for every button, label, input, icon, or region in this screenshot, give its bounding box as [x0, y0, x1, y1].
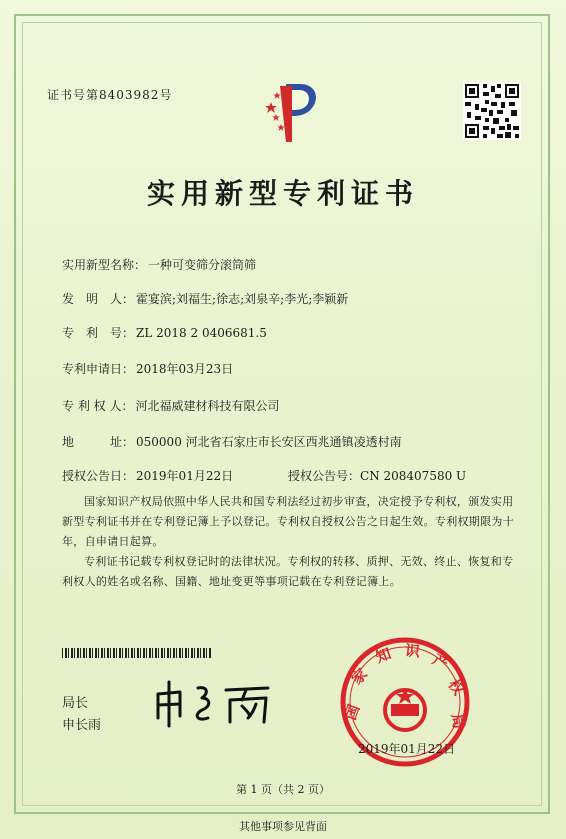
field-value: ZL 2018 2 0406681.5 [136, 326, 267, 340]
svg-text:国: 国 [341, 702, 364, 723]
certificate-number: 证书号第8403982号 [47, 88, 173, 102]
field-label: 地 址： [62, 435, 135, 449]
field-patentee [62, 397, 279, 414]
field-grant-announcement-number [288, 467, 466, 484]
field-value: 050000 河北省石家庄市长安区西兆通镇凌透村南 [136, 435, 402, 449]
field-label: 专 利 号： [62, 326, 135, 340]
field-label: 授权公告号： [288, 469, 361, 483]
certificate-title: 实用新型专利证书 [146, 177, 419, 210]
field-utility-model-name [62, 256, 256, 273]
field-value: CN 208407580 U [360, 469, 467, 483]
seal-date: 2019年01月22日 [358, 742, 456, 756]
field-filing-date [62, 360, 233, 377]
legal-status-paragraph: 专利证书记载专利权登记时的法律状况。专利权的转移、质押、无效、终止、恢复和专利权人的姓名或名称、国籍、地址变更等事项记载在专利登记簿上。 [62, 555, 514, 588]
page-number: 第 1 页（共 2 页） [236, 783, 330, 796]
field-label: 专 利 权 人： [62, 399, 134, 413]
svg-text:家: 家 [347, 664, 372, 689]
field-value: 霍宴滨;刘福生;徐志;刘泉辛;李光;李颖新 [136, 292, 349, 306]
director-signature-icon [150, 676, 280, 731]
svg-text:局: 局 [447, 712, 469, 731]
field-patent-number [62, 324, 267, 341]
svg-text:识: 识 [404, 641, 421, 661]
field-address [62, 433, 402, 450]
svg-text:产: 产 [429, 650, 452, 674]
field-value: 河北福威建材科技有限公司 [135, 399, 280, 413]
field-label: 专利申请日： [62, 362, 135, 376]
svg-text:权: 权 [444, 675, 468, 699]
barcode-icon [62, 648, 212, 658]
svg-text:知: 知 [373, 644, 394, 667]
field-value: 2018年03月23日 [136, 362, 234, 376]
field-value: 2019年01月22日 [136, 469, 234, 483]
field-value: 一种可变筛分滚筒筛 [148, 258, 257, 272]
field-label: 授权公告日： [62, 469, 135, 483]
field-label: 发 明 人： [62, 292, 135, 306]
footer-note: 其他事项参见背面 [239, 820, 327, 833]
grant-statement-paragraph: 国家知识产权局依照中华人民共和国专利法经过初步审查，决定授予专利权，颁发实用新型专利证书并在专利登记簿上予以登记。专利权自授权公告之日起生效。专利权期限为十年，自申请日起算。 [62, 495, 514, 548]
director-name: 申长雨 [62, 718, 102, 733]
cnipa-logo-icon [262, 78, 322, 148]
field-inventors [62, 290, 348, 307]
director-title: 局长 [62, 696, 89, 711]
field-label: 实用新型名称： [62, 258, 147, 272]
qr-code-icon [463, 82, 521, 140]
field-grant-announcement-date [62, 467, 233, 484]
